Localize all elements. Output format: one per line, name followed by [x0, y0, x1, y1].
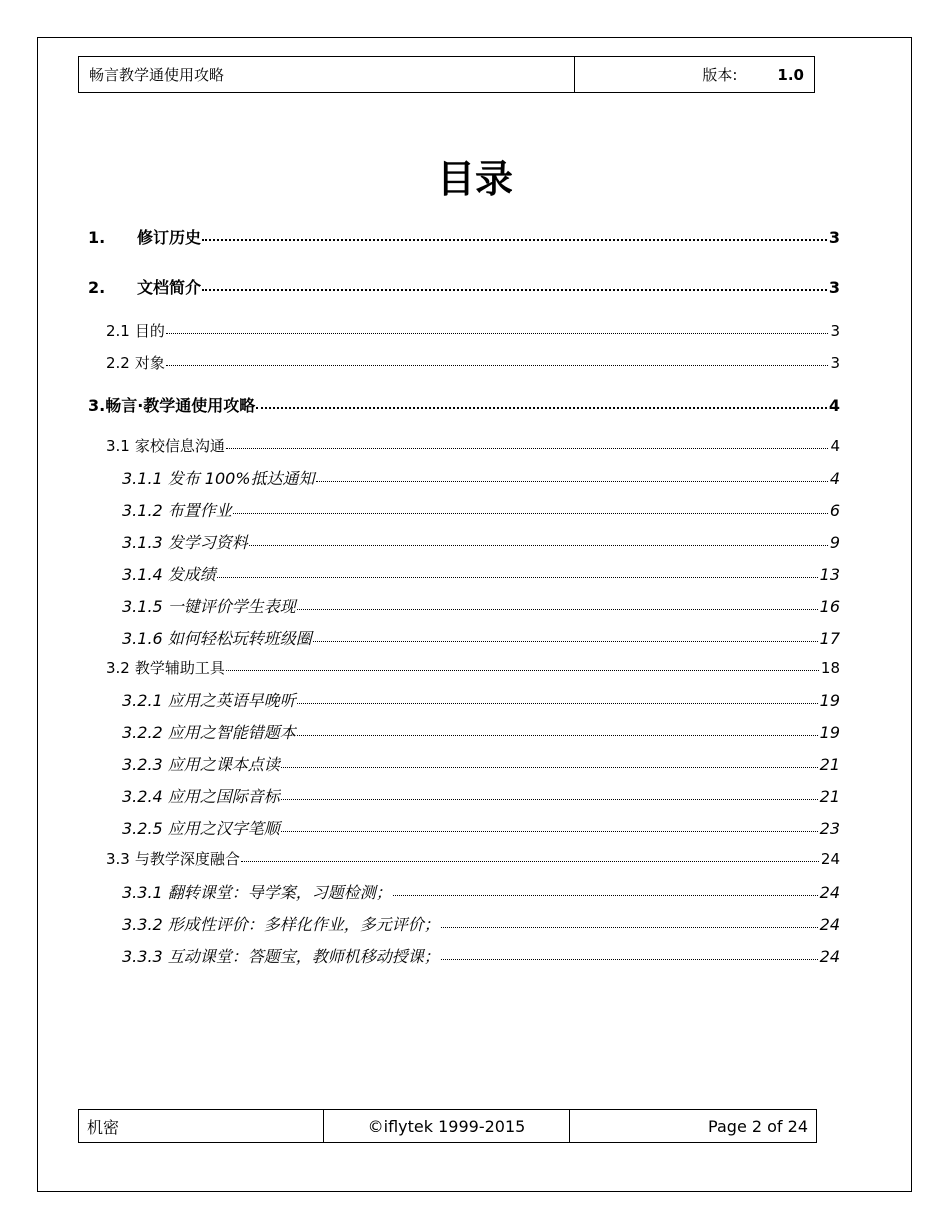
toc-entry-title: 应用之课本点读 [167, 755, 280, 774]
toc-entry[interactable] [88, 275, 840, 298]
toc-entry[interactable] [88, 562, 840, 585]
toc-entry-page: 3 [828, 228, 840, 247]
toc-entry-number: 3.3 [106, 850, 130, 868]
toc-entry-number: 3.1 [106, 437, 130, 455]
toc-leader-dots [166, 365, 829, 366]
toc-leader-dots [202, 239, 827, 241]
toc-entry-number: 3.1.6 [122, 629, 163, 648]
page-header [78, 56, 815, 93]
toc-entry[interactable] [88, 530, 840, 553]
toc-entry-number: 2.1 [106, 322, 130, 340]
version-value: 1.0 [777, 66, 804, 84]
toc-leader-dots [226, 448, 829, 449]
toc-entry-page: 4 [830, 437, 840, 455]
toc-entry[interactable] [88, 225, 840, 248]
toc-entry[interactable] [88, 657, 840, 678]
toc-entry-page: 21 [819, 755, 840, 774]
toc-entry-page: 13 [819, 565, 840, 584]
toc-entry-title: 发成绩 [167, 565, 216, 584]
toc-entry[interactable] [88, 816, 840, 839]
toc-entry-page: 17 [819, 629, 840, 648]
toc-entry-title: 布置作业 [167, 501, 232, 520]
toc-leader-dots [166, 333, 829, 334]
toc-entry[interactable] [88, 594, 840, 617]
toc-entry-number: 3.3.2 [122, 915, 163, 934]
toc-leader-dots [233, 513, 828, 514]
toc-entry[interactable] [88, 720, 840, 743]
toc-entry-number: 3.2 [106, 659, 130, 677]
toc-entry-number: 3.2.5 [122, 819, 163, 838]
toc-leader-dots [441, 927, 818, 928]
toc-leader-dots [281, 831, 818, 832]
toc-entry-number: 3.1.3 [122, 533, 163, 552]
toc-entry-page: 24 [819, 947, 840, 966]
toc-entry-page: 21 [819, 787, 840, 806]
toc-entry-page: 23 [819, 819, 840, 838]
toc-entry-title: 文档简介 [137, 278, 202, 297]
toc-entry-number: 1. [88, 228, 106, 247]
toc-entry-title: 发布 100%抵达通知 [167, 469, 315, 488]
document-title: 畅言教学通使用攻略 [79, 57, 575, 93]
toc-entry-number: 3.1.2 [122, 501, 163, 520]
toc-entry-number: 3.3.3 [122, 947, 163, 966]
toc-leader-dots [297, 609, 818, 610]
toc-entry-page: 6 [829, 501, 840, 520]
toc-entry-page: 18 [820, 659, 840, 677]
toc-entry-title: 应用之国际音标 [167, 787, 280, 806]
toc-entry-page: 3 [828, 278, 840, 297]
toc-entry-number: 3.2.1 [122, 691, 163, 710]
toc-entry[interactable] [88, 688, 840, 711]
toc-leader-dots [316, 481, 828, 482]
toc-entry[interactable] [88, 784, 840, 807]
version-label: 版本: [702, 66, 738, 84]
toc-entry-title: 形成性评价：多样化作业，多元评价； [167, 915, 440, 934]
toc-entry-page: 24 [819, 883, 840, 902]
toc-entry[interactable] [88, 320, 840, 341]
toc-leader-dots [297, 703, 818, 704]
toc-entry-title: 修订历史 [137, 228, 202, 247]
toc-entry[interactable] [88, 466, 840, 489]
toc-entry[interactable] [88, 944, 840, 967]
toc-entry[interactable] [88, 393, 840, 416]
toc-entry-number: 3.1.1 [122, 469, 163, 488]
toc-entry[interactable] [88, 848, 840, 869]
toc-entry-title: 如何轻松玩转班级圈 [167, 629, 312, 648]
toc-leader-dots [281, 799, 818, 800]
toc-leader-dots [313, 641, 818, 642]
toc-leader-dots [393, 895, 818, 896]
toc-leader-dots [256, 407, 827, 409]
toc-entry-number: 3.1.4 [122, 565, 163, 584]
toc-entry-page: 24 [819, 915, 840, 934]
toc-entry-title: 翻转课堂：导学案，习题检测； [167, 883, 392, 902]
toc-entry-title: 教学辅助工具 [134, 659, 225, 677]
toc-entry-title: 与教学深度融合 [134, 850, 240, 868]
toc-entry-page: 4 [828, 396, 840, 415]
toc-entry-title: 一键评价学生表现 [167, 597, 296, 616]
toc-entry-page: 19 [819, 691, 840, 710]
toc-entry-title: 目的 [134, 322, 165, 340]
toc-leader-dots [241, 861, 819, 862]
page-footer [78, 1109, 817, 1143]
toc-entry[interactable] [88, 498, 840, 521]
toc-entry-number: 3.2.3 [122, 755, 163, 774]
toc-entry-number: 3.1.5 [122, 597, 163, 616]
toc-entry[interactable] [88, 880, 840, 903]
toc-heading: 目录 [436, 157, 513, 201]
toc-entry[interactable] [88, 752, 840, 775]
toc-entry-page: 19 [819, 723, 840, 742]
toc-entry[interactable] [88, 435, 840, 456]
toc-leader-dots [441, 959, 818, 960]
toc-entry[interactable] [88, 912, 840, 935]
toc-leader-dots [249, 545, 828, 546]
confidential-label: 机密 [79, 1110, 324, 1143]
copyright-text: ©iflytek 1999-2015 [324, 1110, 570, 1143]
version-cell [575, 57, 815, 93]
toc-leader-dots [217, 577, 818, 578]
toc-entry-number: 2. [88, 278, 106, 297]
toc-entry-number: 3.2.4 [122, 787, 163, 806]
toc-entry-page: 4 [829, 469, 840, 488]
toc-entry-title: 应用之智能错题本 [167, 723, 296, 742]
toc-entry-number: 3.2.2 [122, 723, 163, 742]
toc-entry-title: 应用之英语早晚听 [167, 691, 296, 710]
toc-entry-title: 对象 [134, 354, 165, 372]
toc-entry-title: 应用之汉字笔顺 [167, 819, 280, 838]
toc-entry-number: 3.3.1 [122, 883, 163, 902]
toc-entry-page: 24 [820, 850, 840, 868]
toc-entry-number: 2.2 [106, 354, 130, 372]
toc-leader-dots [297, 735, 818, 736]
toc-leader-dots [281, 767, 818, 768]
toc-entry-page: 3 [830, 322, 840, 340]
toc-entry[interactable] [88, 352, 840, 373]
toc-entry-page: 16 [819, 597, 840, 616]
page-number: Page 2 of 24 [570, 1110, 817, 1143]
toc-leader-dots [226, 670, 819, 671]
toc-entry-title: 发学习资料 [167, 533, 248, 552]
toc-entry-page: 3 [830, 354, 840, 372]
toc-entry[interactable] [88, 626, 840, 649]
toc-entry-title: 互动课堂：答题宝，教师机移动授课； [167, 947, 440, 966]
toc-entry-page: 9 [829, 533, 840, 552]
toc-entry-title: 3.畅言·教学通使用攻略 [88, 396, 256, 415]
toc-leader-dots [202, 289, 827, 291]
toc-entry-title: 家校信息沟通 [134, 437, 225, 455]
